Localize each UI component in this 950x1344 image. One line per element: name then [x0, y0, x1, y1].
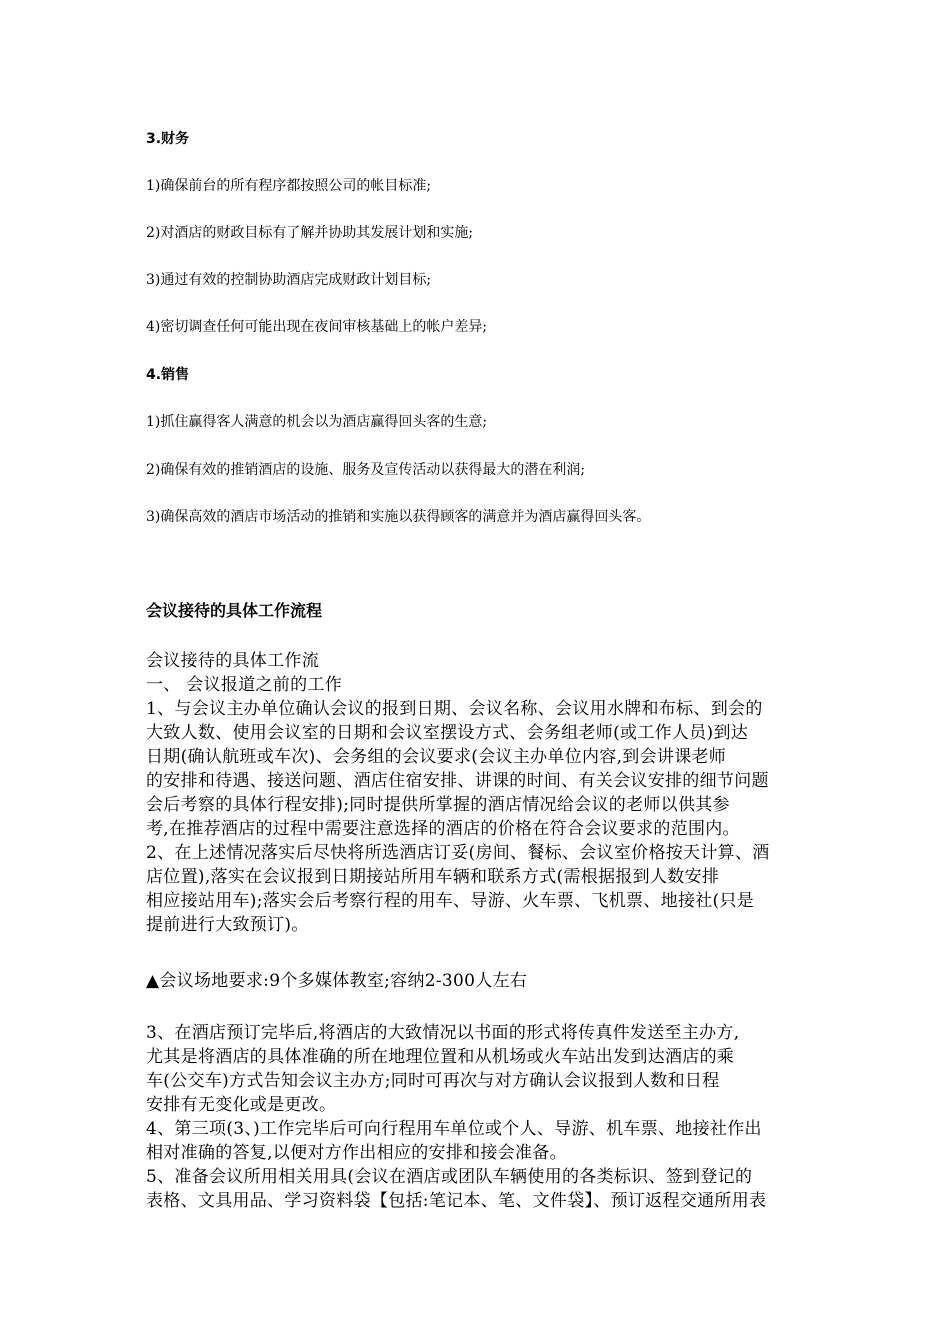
- paragraph-line: 大致人数、使用会议室的日期和会议室摆设方式、会务组老师(或工作人员)到达: [146, 723, 749, 743]
- paragraph-line: 车(公交车)方式告知会议主办方;同时可再次与对方确认会议报到人数和日程: [146, 1071, 720, 1091]
- sales-item-2: 2)确保有效的推销酒店的设施、服务及宣传活动以获得最大的潜在利润;: [146, 462, 586, 478]
- paragraph-line: 3、在酒店预订完毕后,将酒店的大致情况以书面的形式将传真件发送至主办方,: [146, 1023, 740, 1043]
- sales-item-1: 1)抓住赢得客人满意的机会以为酒店赢得回头客的生意;: [146, 414, 488, 430]
- paragraph-line: 1、与会议主办单位确认会议的报到日期、会议名称、会议用水牌和布标、到会的: [146, 699, 763, 719]
- paragraph-line: 店位置),落实在会议报到日期接站所用车辆和联系方式(需根据报到人数安排: [146, 867, 720, 887]
- paragraph-line: 尤其是将酒店的具体准确的所在地理位置和从机场或火车站出发到达酒店的乘: [146, 1047, 735, 1067]
- paragraph-line: 相对准确的答复,以便对方作出相应的安排和接会准备。: [146, 1143, 567, 1163]
- finance-item-2: 2)对酒店的财政目标有了解并协助其发展计划和实施;: [146, 225, 474, 241]
- meeting-subtitle: 会议接待的具体工作流: [146, 651, 319, 671]
- finance-item-4: 4)密切调查任何可能出现在夜间审核基础上的帐户差异;: [146, 319, 488, 335]
- paragraph-line: 日期(确认航班或车次)、会务组的会议要求(会议主办单位内容,到会讲课老师: [146, 747, 727, 767]
- paragraph-line: 5、准备会议所用相关用具(会议在酒店或团队车辆使用的各类标识、签到登记的: [146, 1167, 753, 1187]
- finance-item-3: 3)通过有效的控制协助酒店完成财政计划目标;: [146, 272, 432, 288]
- paragraph-line: 会后考察的具体行程安排);同时提供所掌握的酒店情况给会议的老师以供其参: [146, 795, 730, 815]
- paragraph-line: 提前进行大致预订)。: [146, 915, 309, 935]
- paragraph-line: 相应接站用车);落实会后考察行程的用车、导游、火车票、飞机票、地接社(只是: [146, 891, 755, 911]
- venue-requirement: ▲会议场地要求:9个多媒体教室;容纳2-300人左右: [146, 971, 528, 991]
- sales-item-3: 3)确保高效的酒店市场活动的推销和实施以获得顾客的满意并为酒店赢得回头客。: [146, 509, 651, 525]
- paragraph-line: 安排有无变化或是更改。: [146, 1095, 337, 1115]
- sales-heading: 4.销售: [146, 367, 190, 383]
- paragraph-line: 表格、文具用品、学习资料袋【包括:笔记本、笔、文件袋】、预订返程交通所用表: [146, 1191, 767, 1211]
- section-heading: 一、 会议报道之前的工作: [146, 675, 343, 695]
- meeting-title: 会议接待的具体工作流程: [146, 601, 323, 620]
- paragraph-line: 2、在上述情况落实后尽快将所选酒店订妥(房间、餐标、会议室价格按天计算、酒: [146, 843, 770, 863]
- paragraph-line: 的安排和待遇、接送问题、酒店住宿安排、讲课的时间、有关会议安排的细节问题: [146, 771, 769, 791]
- finance-item-1: 1)确保前台的所有程序都按照公司的帐目标准;: [146, 178, 432, 194]
- paragraph-line: 考,在推荐酒店的过程中需要注意选择的酒店的价格在符合会议要求的范围内。: [146, 819, 740, 839]
- finance-heading: 3.财务: [146, 131, 190, 147]
- paragraph-line: 4、第三项(3、)工作完毕后可向行程用车单位或个人、导游、机车票、地接社作出: [146, 1119, 762, 1139]
